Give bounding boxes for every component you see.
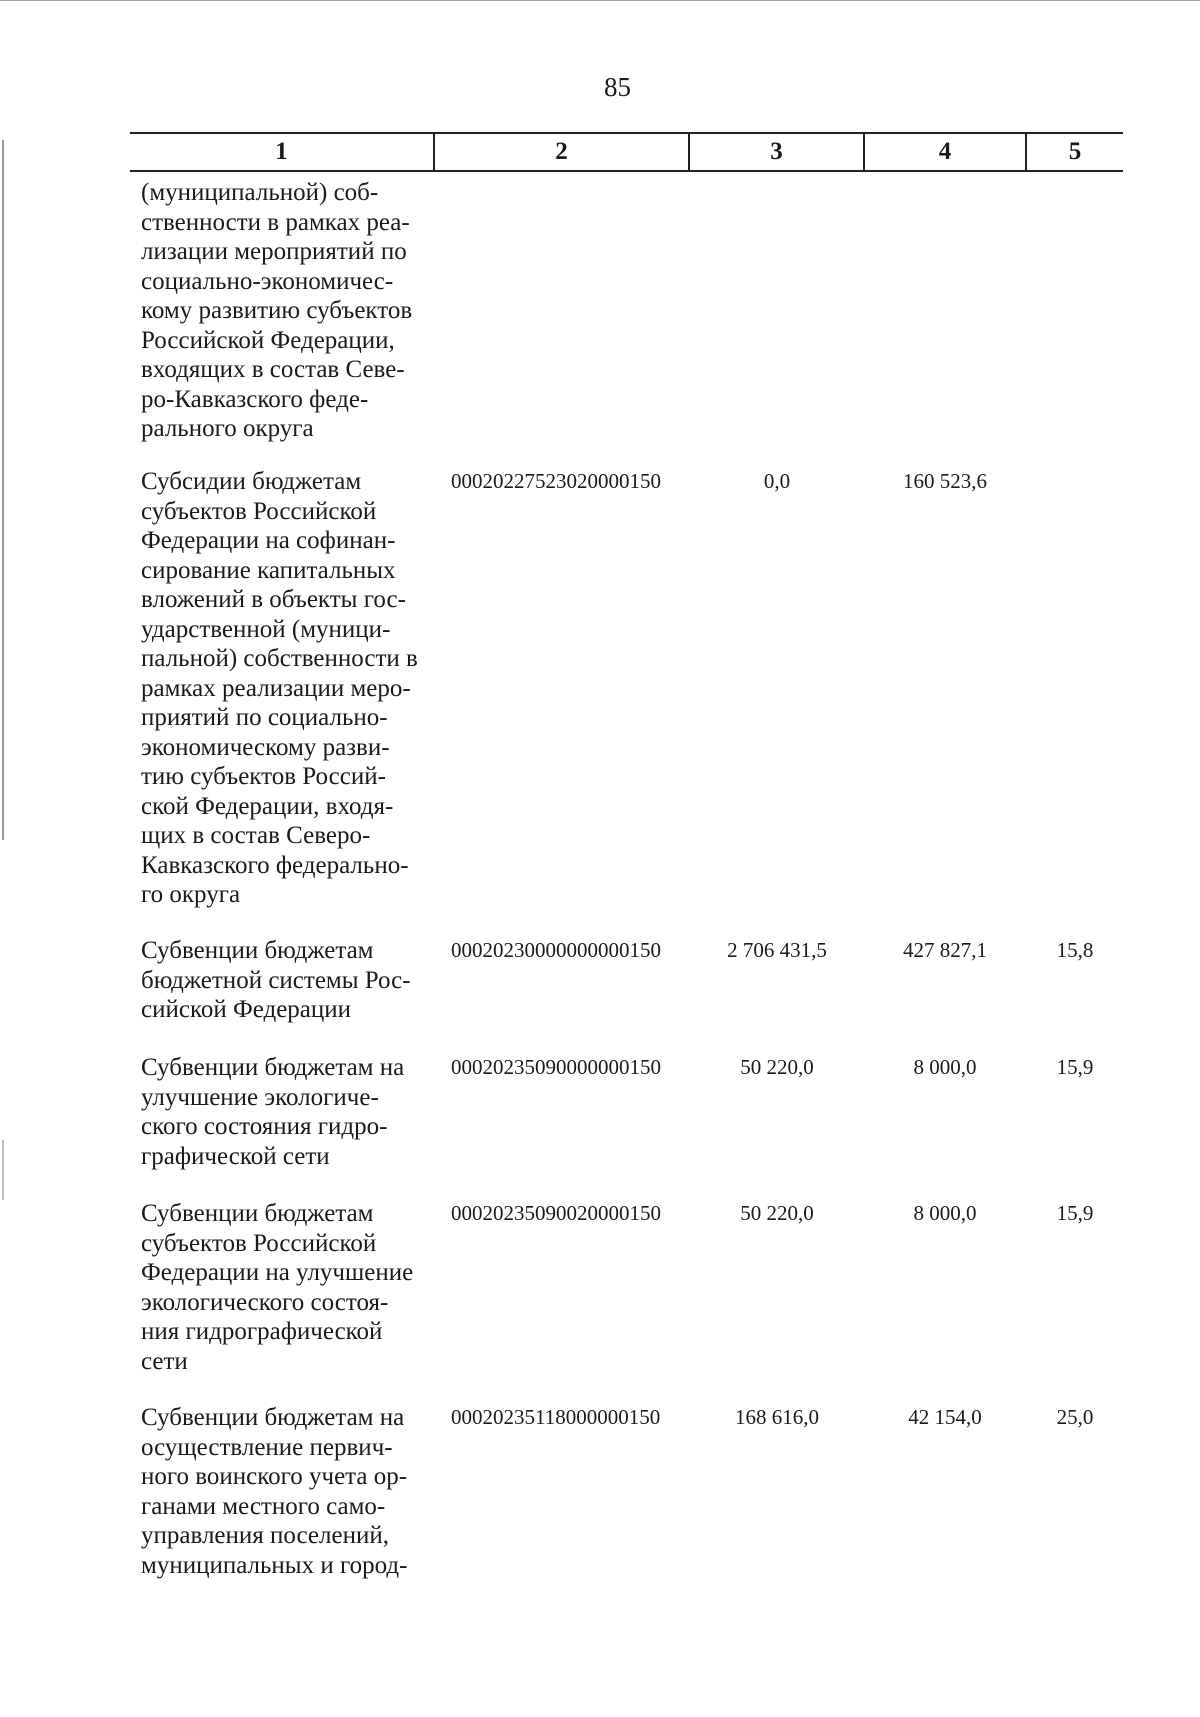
row-value-col5: 25,0: [1056, 1405, 1094, 1429]
row-name: Субвенции бюджетам на осуществление первич- ного воинского учета ор- ганами местного само- управления поселений, муниципальных и город-: [141, 1404, 408, 1579]
row-code: 00020235090020000150: [451, 1201, 661, 1225]
scan-edge-mark: [0, 0, 1200, 1]
row-value-col5: 15,9: [1056, 1055, 1094, 1079]
column-header-2: 2: [555, 138, 568, 165]
row-name: Субсидии бюджетам субъектов Российской Федерации на софинан- сирование капитальных вложений в объекты гос- ударственной (муници- пальной) собственности в рамках реализации меро- приятий по социально- экономическому разви- тию субъектов Россий- ской Федерации, входя- щих в состав Северо- Кавказского федерально- го округа: [141, 468, 418, 908]
row-code: 00020235118000000150: [451, 1405, 661, 1429]
row-value-col3: 50 220,0: [740, 1055, 814, 1079]
row-value-col5: 15,9: [1056, 1201, 1094, 1225]
row-code: 00020227523020000150: [451, 469, 661, 493]
row-value-col4: 8 000,0: [913, 1055, 977, 1079]
row-name: Субвенции бюджетам на улучшение экологиче- ского состояния гидро- графической сети: [141, 1054, 405, 1170]
row-value-col3: 0,0: [763, 469, 791, 493]
column-header-1: 1: [275, 138, 288, 165]
row-name: (муниципальной) соб- ственности в рамках реа- лизации мероприятий по социально-экономичес- кому развитию субъектов Российской Федерации, входящих в состав Севе- ро-Кавказского феде- рального округа: [141, 179, 413, 442]
row-value-col4: 8 000,0: [913, 1201, 977, 1225]
scan-edge-mark: [2, 140, 4, 840]
column-header-5: 5: [1068, 138, 1082, 165]
row-value-col3: 50 220,0: [740, 1201, 814, 1225]
column-header-4: 4: [938, 138, 952, 165]
row-value-col3: 2 706 431,5: [727, 938, 827, 962]
row-code: 00020235090000000150: [451, 1055, 661, 1079]
row-code: 00020230000000000150: [451, 938, 661, 962]
page-number: 85: [604, 72, 631, 102]
row-value-col4: 42 154,0: [908, 1405, 982, 1429]
row-value-col4: 160 523,6: [903, 469, 987, 493]
row-name: Субвенции бюджетам субъектов Российской Федерации на улучшение экологического состоя- ния гидрографической сети: [141, 1200, 414, 1375]
row-value-col4: 427 827,1: [903, 938, 987, 962]
row-value-col3: 168 616,0: [735, 1405, 819, 1429]
scan-edge-mark: [2, 1140, 4, 1200]
row-name: Субвенции бюджетам бюджетной системы Рос- сийской Федерации: [141, 937, 411, 1023]
table-header: [130, 132, 1123, 172]
column-header-3: 3: [770, 138, 783, 165]
row-value-col5: 15,8: [1056, 938, 1094, 962]
